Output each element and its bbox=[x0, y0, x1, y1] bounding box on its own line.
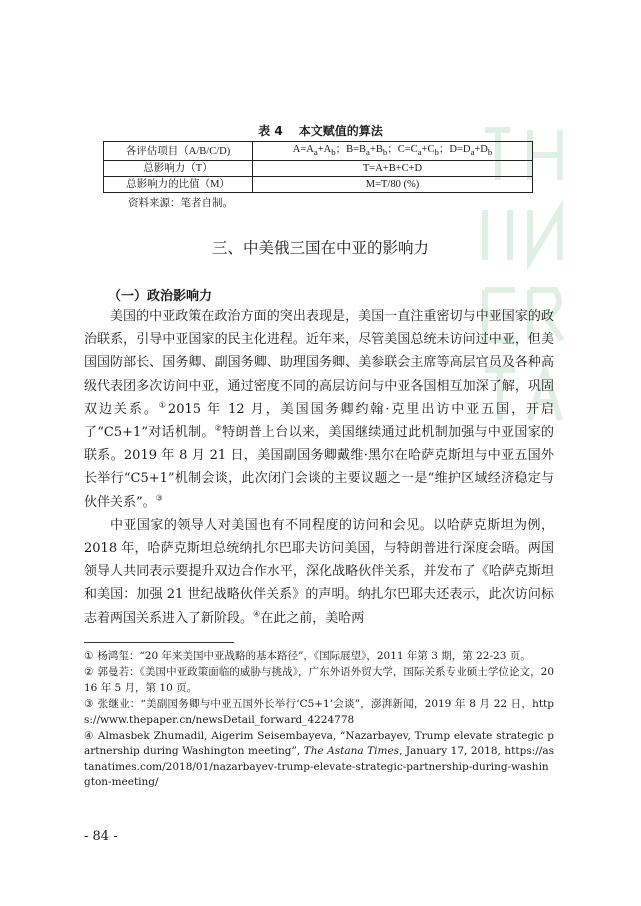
table-caption-title: 本文赋值的算法 bbox=[298, 124, 383, 138]
footnote bbox=[84, 649, 554, 664]
footnote bbox=[84, 665, 554, 696]
table-row bbox=[104, 161, 533, 177]
assignment-table bbox=[103, 141, 533, 193]
footnote-mark: ① bbox=[84, 650, 94, 662]
table-row-formula: M=T/80 (%) bbox=[253, 177, 533, 193]
table-row-label: 各评估项目（A/B/C/D) bbox=[104, 142, 253, 161]
page-number: - 84 - bbox=[84, 829, 118, 844]
footnote-text: Almasbek Zhumadil, Aigerim Seisembayeva, “Nazarbayev, Trump elevate strategic partnership during Washington meeting”, The Astana Times, January 17, 2018, https://astanatimes.com/2018/01/nazarbayev-trump-elevate-strategic-partnership-during-washington-meeting/ bbox=[84, 730, 554, 789]
table-row-formula: $A=A_a+A_b$；$B=B_a+B_b$；$C=C_a+C_b$；$D=D_a+D_b$ bbox=[253, 142, 533, 161]
footnote-text: 张继业：“美副国务卿与中亚五国外长举行‘C5+1’会谈”，澎湃新闻，2019 年 8 月 22 日，https://www.thepaper.cn/newsDetail_forward_4224778 bbox=[84, 698, 554, 726]
footnote-text: 杨鸿玺：“20 年来美国中亚战略的基本路径”，《国际展望》，2011 年第 3 期，第 22-23 页。 bbox=[97, 650, 531, 662]
table-row-label: 总影响力（T） bbox=[104, 161, 253, 177]
body-paragraph: 中亚国家的领导人对美国也有不同程度的访问和会见。以哈萨克斯坦为例，2018 年，哈萨克斯坦总统纳扎尔巴耶夫访问美国，与特朗普进行深度会晤。两国领导人共同表示要提升双边合作水平，深化战略伙伴关系，并发布了《哈萨克斯坦和美国：加强 21 世纪战略伙伴关系》的声明。纳扎尔巴耶夫还表示，此次访问标志着两国关系进入了新阶段。④在此之前，美哈两 bbox=[84, 517, 554, 626]
body-paragraph: 美国的中亚政策在政治方面的突出表现是，美国一直注重密切与中亚国家的政治联系，引导中亚国家的民主化进程。近年来，尽管美国总统未访问过中亚，但美国国防部长、国务卿、副国务卿、助理国务卿、美参联会主席等高层官员及各种高级代表团多次访问中亚，通过密度不同的高层访问与中亚各国相互加深了解，巩固双边关系。①2015 年 12 月，美国国务卿约翰·克里出访中亚五国，开启了“C5+1”对话机制。②特朗普上台以来，美国继续通过此机制加强与中亚国家的联系。2019 年 8 月 21 日，美国副国务卿戴维·黑尔在哈萨克斯坦与中亚五国外长举行“C5+1”机制会谈，此次闭门会谈的主要议题之一是“维护区域经济稳定与伙伴关系”。③ bbox=[84, 309, 555, 510]
footnote-mark: ④ bbox=[84, 730, 94, 743]
subsection-title: （一）政治影响力 bbox=[108, 289, 213, 304]
table-caption bbox=[0, 122, 641, 139]
footnote-divider bbox=[84, 642, 234, 643]
table-row bbox=[104, 142, 533, 161]
section-title: 三、中美俄三国在中亚的影响力 bbox=[211, 239, 429, 257]
footnote bbox=[84, 729, 554, 791]
table-row-formula: T=A+B+C+D bbox=[253, 161, 533, 177]
body-text bbox=[84, 305, 554, 630]
table-caption-number: 表 4 bbox=[258, 124, 283, 138]
footnote bbox=[84, 697, 554, 728]
table-row-label: 总影响力的比值（M） bbox=[104, 177, 253, 193]
footnote-mark: ③ bbox=[84, 698, 94, 711]
table-source-note: 资料来源：笔者自制。 bbox=[128, 197, 233, 209]
footnotes bbox=[84, 649, 554, 792]
table-row bbox=[104, 177, 533, 193]
footnote-mark: ② bbox=[84, 666, 94, 679]
footnote-text: 郭曼若：《美国中亚政策面临的威胁与挑战》，广东外语外贸大学，国际关系专业硕士学位论文，2016 年 5 月，第 10 页。 bbox=[84, 666, 554, 694]
